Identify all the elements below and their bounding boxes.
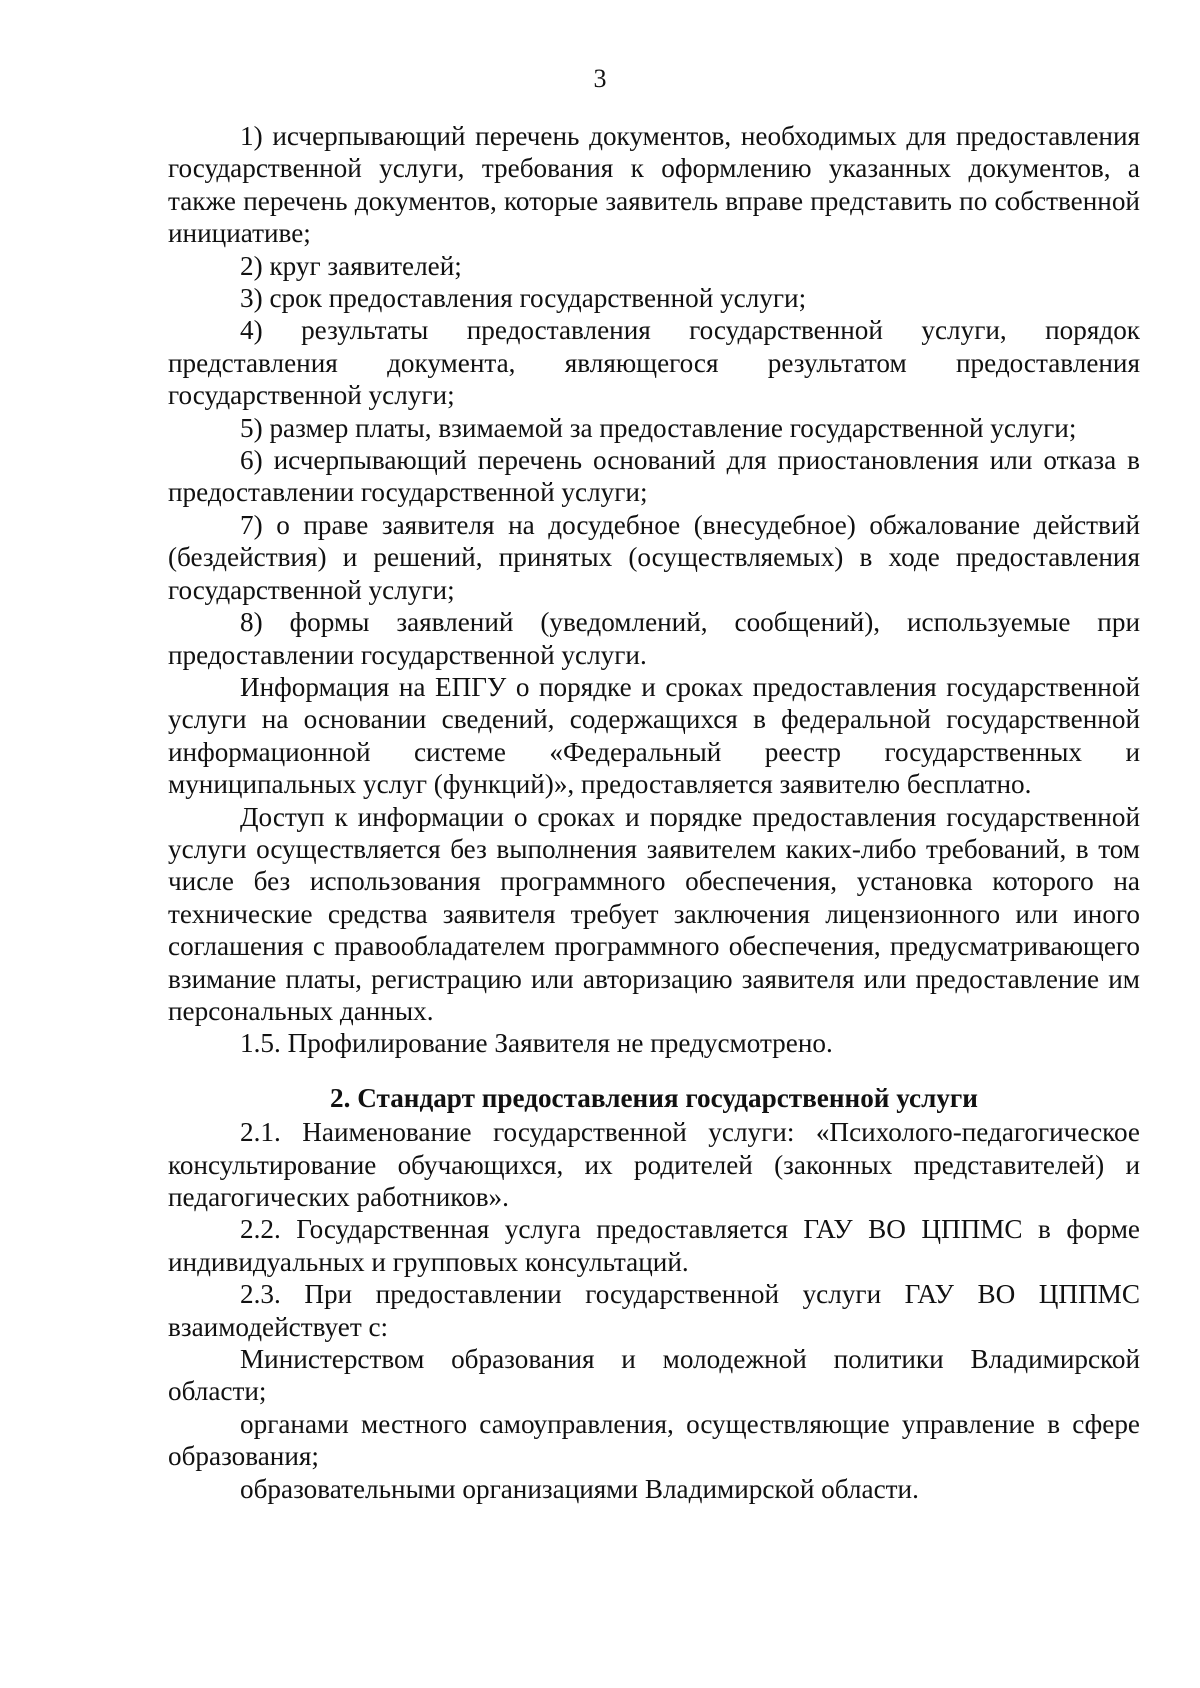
paragraph: Министерством образования и молодежной политики Владимирской области;	[168, 1344, 1140, 1407]
paragraph: 8) формы заявлений (уведомлений, сообщений), используемые при предоставлении государственной услуги.	[168, 607, 1140, 670]
document-body	[168, 120, 1140, 1505]
paragraph: 6) исчерпывающий перечень оснований для приостановления или отказа в предоставлении государственной услуги;	[168, 445, 1140, 508]
page-number: 3	[593, 64, 607, 93]
section-heading: 2. Стандарт предоставления государственной услуги	[330, 1082, 978, 1113]
paragraph: образовательными организациями Владимирской области.	[240, 1473, 919, 1504]
paragraph: Информация на ЕПГУ о порядке и сроках предоставления государственной услуги на основании сведений, содержащихся в федеральной государственной информационной системе «Федеральный реестр государственных и муниципальных услуг (функций)», предоставляется заявителю бесплатно.	[168, 671, 1140, 800]
paragraph: 5) размер платы, взимаемой за предоставление государственной услуги;	[240, 412, 1077, 443]
paragraph: 1) исчерпывающий перечень документов, необходимых для предоставления государственной услуги, требования к оформлению указанных документов, а также перечень документов, которые заявитель вправе представить по собственной инициативе;	[168, 121, 1140, 249]
paragraph: органами местного самоуправления, осуществляющие управление в сфере образования;	[168, 1408, 1140, 1472]
paragraph: Доступ к информации о сроках и порядке предоставления государственной услуги осуществляется без выполнения заявителем каких-либо требований, в том числе без использования программного обеспечения, установка которого на технические средства заявителя требует заключения лицензионного или иного соглашения с правообладателем программного обеспечения, предусматривающего взимание платы, регистрацию или авторизацию заявителя или предоставление им персональных данных.	[168, 801, 1140, 1026]
paragraph: 7) о праве заявителя на досудебное (внесудебное) обжалование действий (бездействия) и решений, принятых (осуществляемых) в ходе предоставления государственной услуги;	[168, 509, 1140, 605]
paragraph: 3) срок предоставления государственной услуги;	[240, 283, 807, 314]
paragraph: 4) результаты предоставления государственной услуги, порядок представления документа, являющегося результатом предоставления государственной услуги;	[168, 315, 1140, 411]
paragraph: 2.1. Наименование государственной услуги: «Психолого-педагогическое консультирование обучающихся, их родителей (законных представителей) и педагогических работников».	[168, 1117, 1140, 1212]
paragraph: 2.3. При предоставлении государственной услуги ГАУ ВО ЦППМС взаимодействует с:	[168, 1279, 1140, 1342]
paragraph: 2) круг заявителей;	[240, 250, 462, 281]
paragraph: 2.2. Государственная услуга предоставляется ГАУ ВО ЦППМС в форме индивидуальных и групповых консультаций.	[168, 1214, 1140, 1277]
paragraph: 1.5. Профилирование Заявителя не предусмотрено.	[240, 1028, 833, 1059]
